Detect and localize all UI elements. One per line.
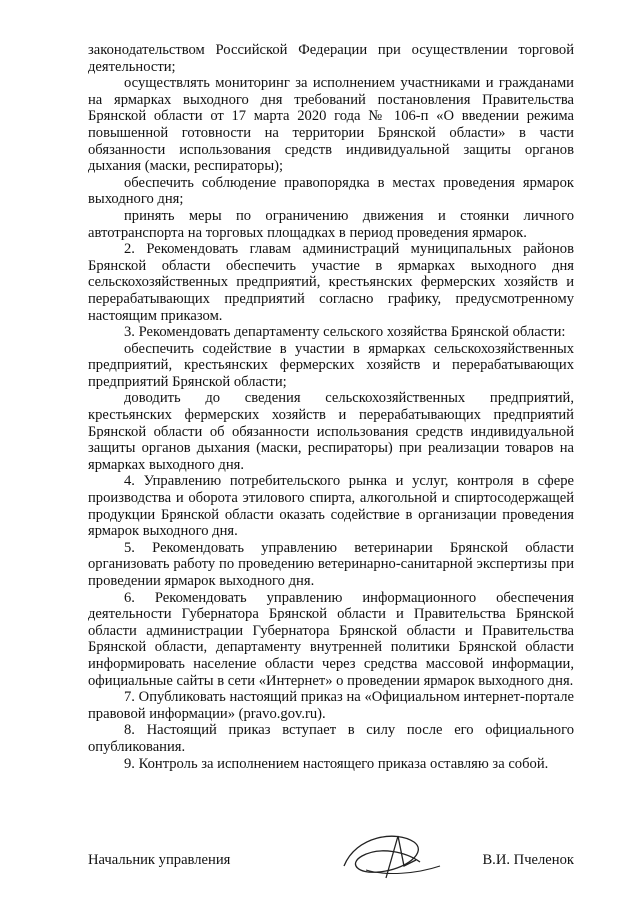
signatory-name: В.И. Пчеленок <box>482 852 574 868</box>
paragraph-item-8: 8. Настоящий приказ вступает в силу после его официального опубликования. <box>88 722 574 755</box>
paragraph-item-3-support: обеспечить содействие в участии в ярмарках сельскохозяйственных предприятий, крестьянских фермерских хозяйств и перерабатывающих предприятий Брянской области; <box>88 340 574 390</box>
handwritten-signature <box>336 826 446 886</box>
paragraph-traffic: принять меры по ограничению движения и стоянки личного автотранспорта на торговых площадках в период проведения ярмарок. <box>88 207 574 241</box>
paragraph-monitoring: осуществлять мониторинг за исполнением участниками и гражданами на ярмарках выходного дня требований постановления Правительства Брянской области от 17 марта 2020 года № 106-п «О введении режима повышенной готовности на территории Брянской области» в части обязанности использования средств индивидуальной защиты органов дыхания (маски, респираторы); <box>88 75 574 175</box>
document-body <box>88 42 574 772</box>
paragraph-continuation: законодательством Российской Федерации при осуществлении торговой деятельности; <box>88 42 574 75</box>
paragraph-item-3-inform: доводить до сведения сельскохозяйственных предприятий, крестьянских фермерских хозяйств и перерабатывающих предприятий Брянской области об обязанности использования средств индивидуальной защиты органов дыхания (маски, респираторы) при реализации товаров на ярмарках выходного дня. <box>88 390 574 473</box>
paragraph-item-2: 2. Рекомендовать главам администраций муниципальных районов Брянской области обеспечить участие в ярмарках выходного дня сельскохозяйственных предприятий, крестьянских фермерских хозяйств и перерабатывающих предприятий согласно графику, предусмотренному настоящим приказом. <box>88 241 574 324</box>
paragraph-public-order: обеспечить соблюдение правопорядка в местах проведения ярмарок выходного дня; <box>88 174 574 208</box>
paragraph-item-5: 5. Рекомендовать управлению ветеринарии Брянской области организовать работу по проведению ветеринарно-санитарной экспертизы при проведении ярмарок выходного дня. <box>88 539 574 589</box>
paragraph-item-3: 3. Рекомендовать департаменту сельского хозяйства Брянской области: <box>124 324 566 341</box>
paragraph-item-6: 6. Рекомендовать управлению информационного обеспечения деятельности Губернатора Брянской области и Правительства Брянской области администрации Губернатора Брянской области и Правительства Брянской области, департаменту внутренней политики Брянской области информировать население области через средства массовой информации, официальные сайты в сети «Интернет» о проведении ярмарок выходного дня. <box>88 589 574 689</box>
paragraph-item-4: 4. Управлению потребительского рынка и услуг, контроля в сфере производства и оборота этилового спирта, алкогольной и спиртосодержащей продукции Брянской области оказать содействие в организации проведения ярмарок выходного дня. <box>88 473 574 540</box>
paragraph-item-7: 7. Опубликовать настоящий приказ на «Официальном интернет-портале правовой информации» (pravo.gov.ru). <box>88 689 574 722</box>
signatory-title: Начальник управления <box>88 852 231 868</box>
paragraph-item-9: 9. Контроль за исполнением настоящего приказа оставляю за собой. <box>124 755 549 772</box>
